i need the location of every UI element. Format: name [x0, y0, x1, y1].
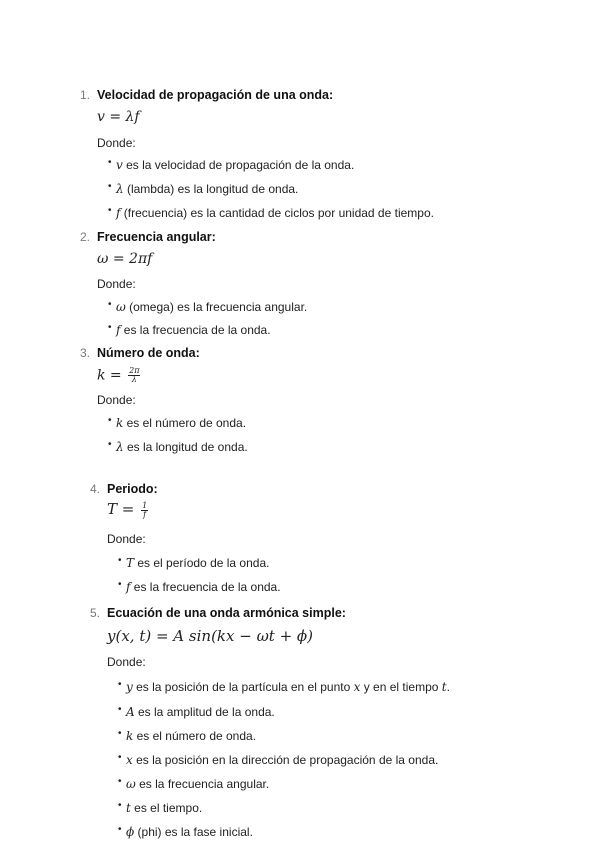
list-item [108, 415, 247, 430]
item-text: es la longitud de onda. [123, 440, 248, 454]
item-text: es la posición de la partícula en el punto [132, 680, 354, 694]
bullet-icon: • [108, 322, 112, 333]
bullet-icon: • [108, 205, 112, 216]
symbol: ω [116, 300, 126, 314]
fraction-numerator: 1 [142, 500, 148, 510]
bullet-icon: • [108, 439, 112, 450]
formula: ω = 2πf [97, 251, 153, 267]
fraction [128, 367, 140, 384]
bullet-icon: • [118, 679, 122, 690]
list-number: 4. [90, 482, 101, 496]
list-item [118, 728, 257, 743]
symbol: y [126, 680, 133, 694]
fraction [141, 502, 148, 519]
symbol: f [126, 580, 131, 594]
donde-label: Donde: [107, 655, 146, 669]
symbol: λ [116, 440, 124, 454]
symbol: ϕ [126, 825, 135, 839]
bullet-icon: • [118, 800, 122, 811]
symbol: x [353, 680, 361, 694]
symbol: x [126, 753, 133, 767]
item-text: (lambda) es la longitud de onda. [123, 182, 299, 196]
item-text: . [446, 680, 450, 694]
bullet-icon: • [118, 555, 122, 566]
donde-label: Donde: [97, 277, 136, 291]
symbol: f [116, 323, 121, 337]
symbol: A [126, 705, 135, 719]
symbol: t [441, 680, 447, 694]
symbol: t [126, 801, 131, 815]
section-title: Velocidad de propagación de una onda: [97, 88, 334, 102]
item-text: es la amplitud de la onda. [134, 705, 275, 719]
bullet-icon: • [108, 157, 112, 168]
list-number: 3. [80, 346, 91, 360]
item-text: es la posición en la dirección de propagación de la onda. [132, 753, 439, 767]
symbol: f [116, 206, 121, 220]
formula [107, 500, 148, 519]
formula: y(x, t) = A sin(kx − ωt + ϕ) [107, 627, 314, 645]
list-item [118, 679, 450, 694]
list-item [108, 205, 434, 220]
formula: v = λf [97, 109, 140, 125]
bullet-icon: • [118, 704, 122, 715]
bullet-icon: • [108, 299, 112, 310]
list-item [118, 752, 439, 767]
list-item [108, 181, 299, 196]
donde-label: Donde: [107, 532, 146, 546]
item-text: es el número de onda. [123, 416, 247, 430]
formula-lhs: T = [107, 500, 140, 518]
donde-label: Donde: [97, 393, 136, 407]
symbol: ω [126, 777, 136, 791]
list-item [118, 704, 275, 719]
list-number: 1. [80, 88, 91, 102]
item-text: es la frecuencia de la onda. [120, 323, 271, 337]
list-item [118, 555, 270, 570]
list-number: 5. [90, 606, 101, 620]
bullet-icon: • [118, 728, 122, 739]
list-item [108, 439, 248, 454]
bullet-icon: • [118, 824, 122, 835]
symbol: λ [116, 182, 124, 196]
item-text: (frecuencia) es la cantidad de ciclos por unidad de tiempo. [120, 206, 434, 220]
bullet-icon: • [108, 415, 112, 426]
bullet-icon: • [118, 579, 122, 590]
section-title: Número de onda: [97, 346, 200, 360]
list-number: 2. [80, 230, 91, 244]
item-text: y en el tiempo [360, 680, 442, 694]
symbol: T [126, 556, 135, 570]
section-title: Periodo: [107, 482, 158, 496]
section-title: Frecuencia angular: [97, 230, 216, 244]
item-text: (phi) es la fase inicial. [134, 825, 253, 839]
symbol: v [116, 158, 123, 172]
list-item [118, 800, 203, 815]
item-text: es el período de la onda. [134, 556, 270, 570]
list-item [118, 579, 281, 594]
symbol: k [126, 729, 134, 743]
item-text: es el número de onda. [133, 729, 257, 743]
list-item [108, 299, 308, 314]
fraction-denominator: f [143, 509, 147, 519]
item-text: es la velocidad de propagación de la onda. [122, 158, 355, 172]
item-text: es la frecuencia angular. [135, 777, 270, 791]
bullet-icon: • [118, 776, 122, 787]
list-item [118, 776, 270, 791]
formula-lhs: k = [97, 367, 127, 384]
list-item [108, 322, 271, 337]
bullet-icon: • [108, 181, 112, 192]
symbol: k [116, 416, 124, 430]
list-item [108, 157, 355, 172]
formula [97, 367, 140, 384]
section-title: Ecuación de una onda armónica simple: [107, 606, 346, 620]
item-text: es el tiempo. [130, 801, 203, 815]
donde-label: Donde: [97, 136, 136, 150]
item-text: es la frecuencia de la onda. [130, 580, 281, 594]
list-item [118, 824, 253, 839]
fraction-denominator: λ [131, 375, 137, 384]
item-text: (omega) es la frecuencia angular. [125, 300, 308, 314]
fraction-numerator: 2π [129, 366, 140, 375]
bullet-icon: • [118, 752, 122, 763]
